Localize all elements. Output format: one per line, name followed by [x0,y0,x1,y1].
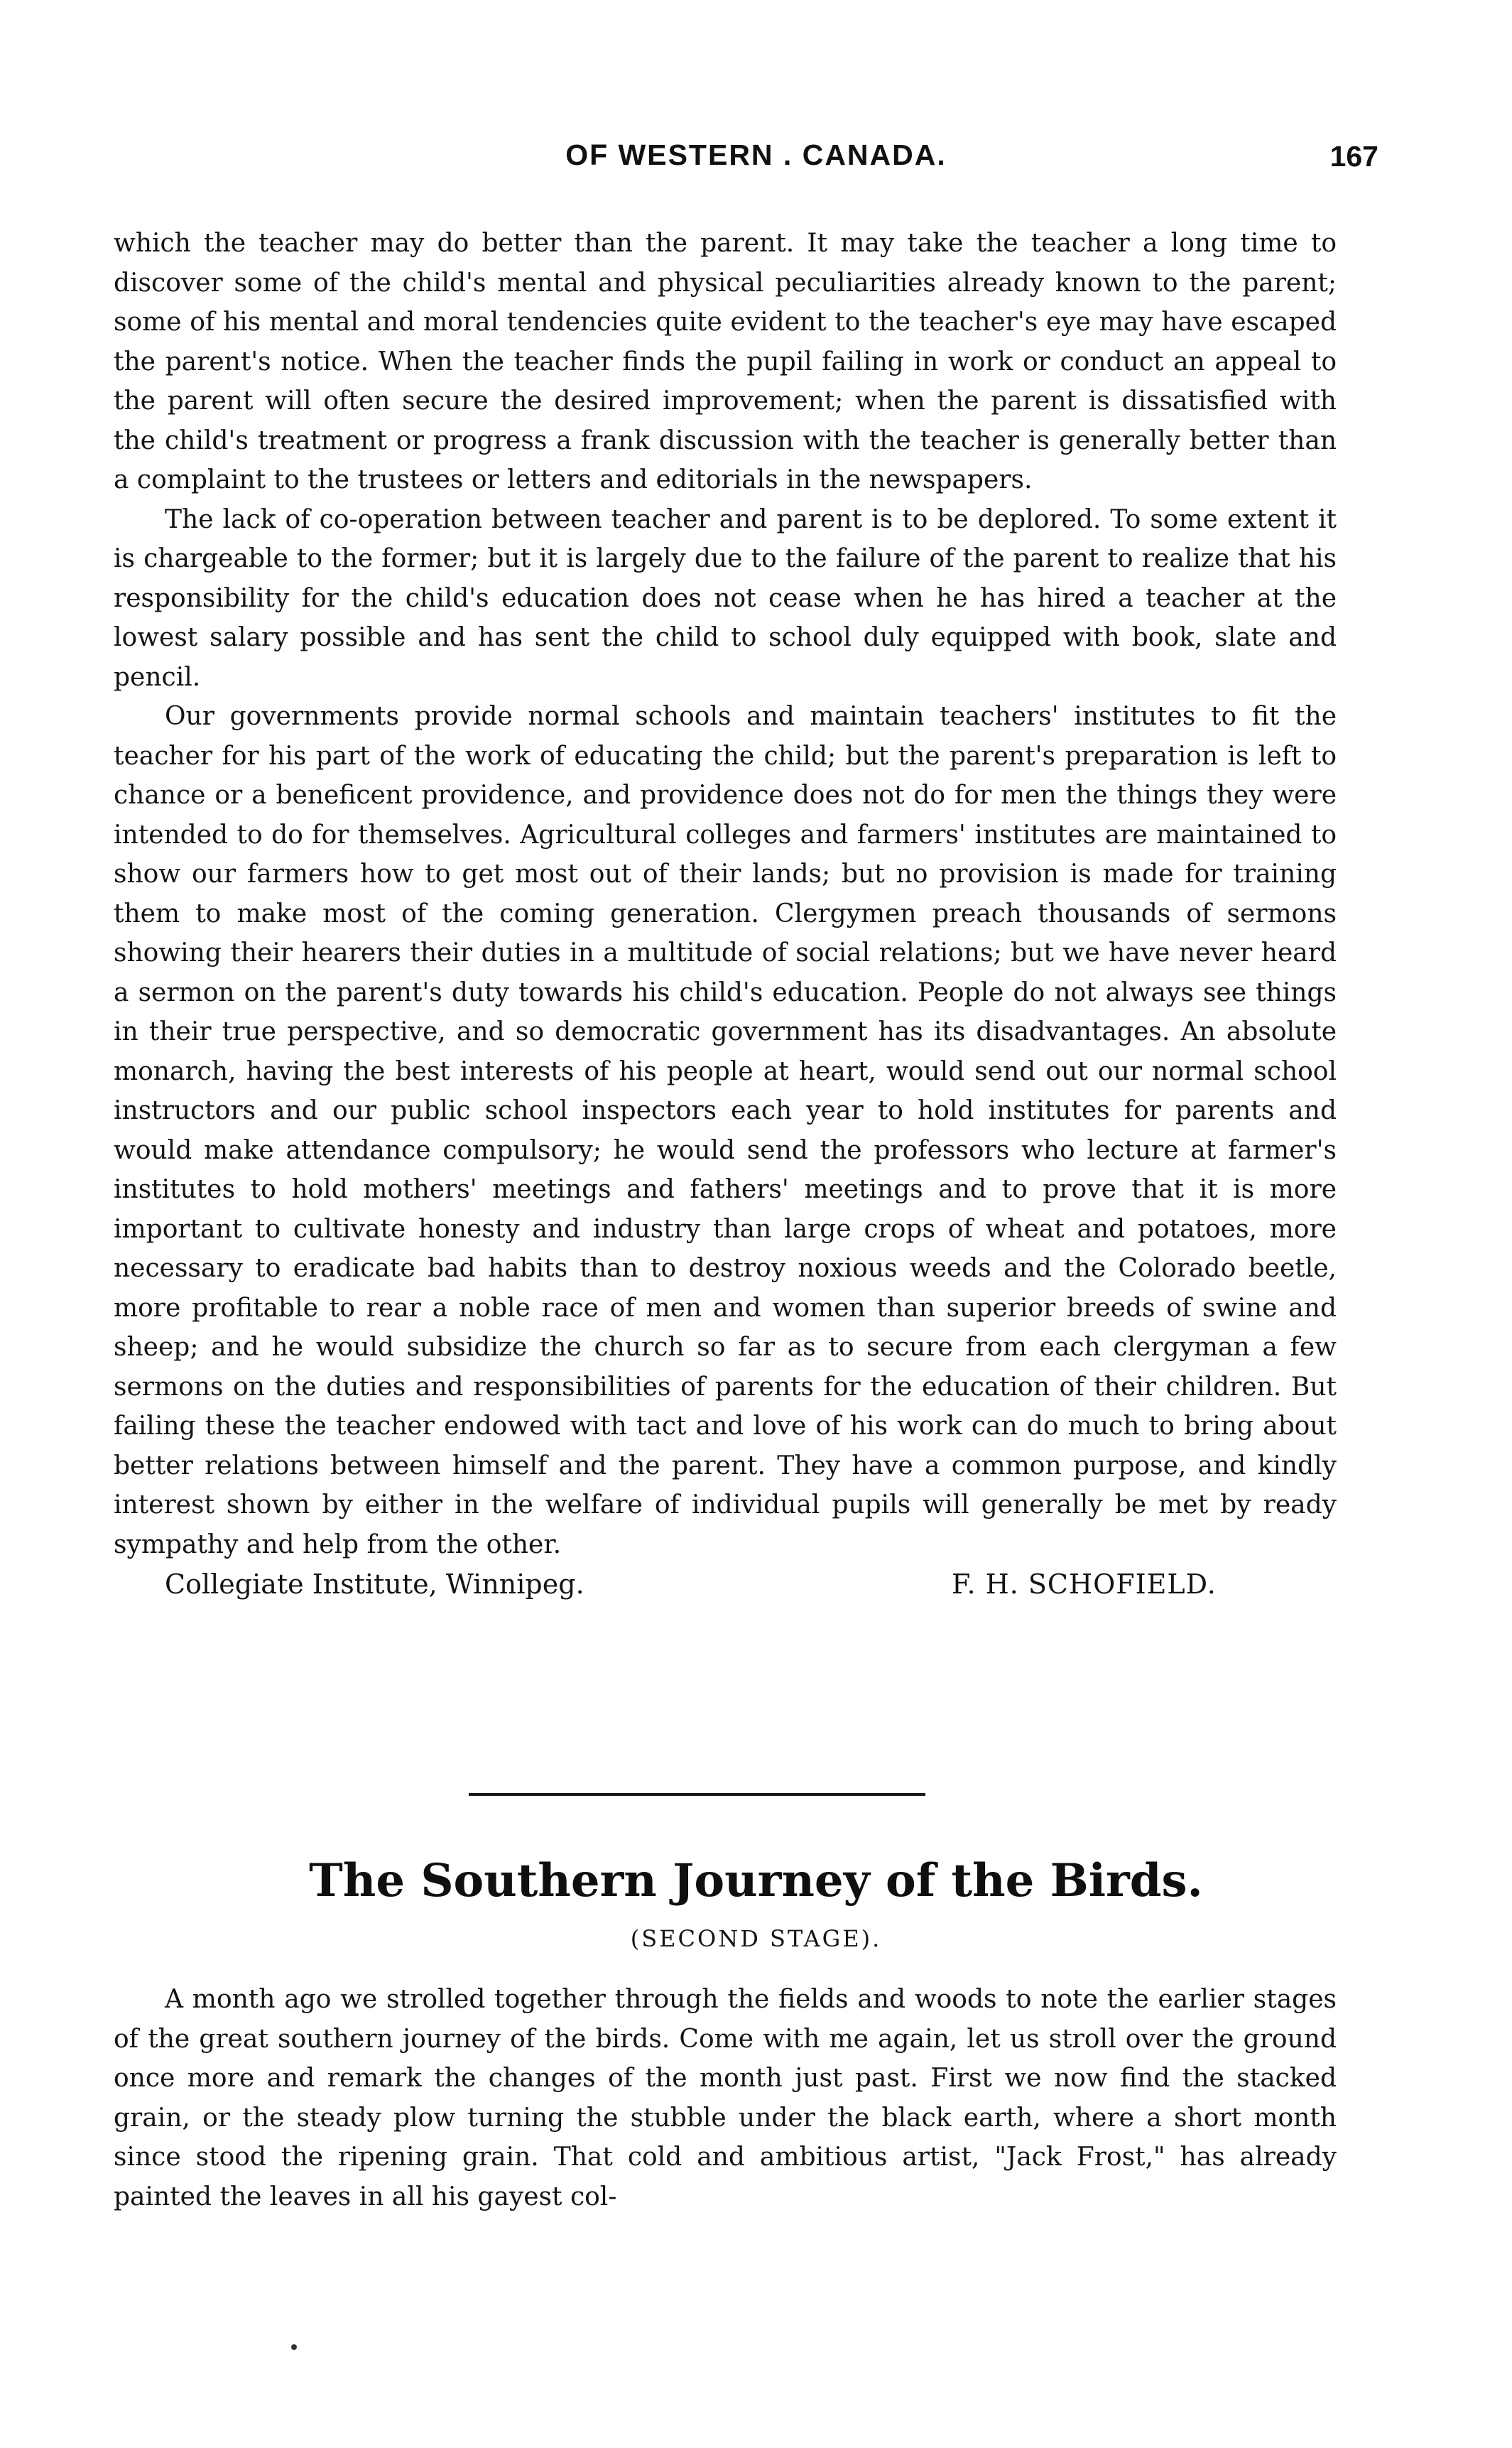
signature-author: F. H. SCHOFIELD. [952,1569,1217,1600]
paragraph: A month ago we strolled together through the fields and woods to note the earlier stages of the great southern journey of the birds. Come with me again, let us stroll over the ground once more and remark the changes of the month just past. First we now find the stacked grain, or the steady plow turning the stubble under the black earth, where a short month since stood the ripening grain. That cold and ambitious artist, "Jack Frost," has already painted the leaves in all his gayest col- [114,1985,1337,2211]
ink-speck [291,2344,297,2350]
paragraph: The lack of co-operation between teacher and parent is to be deplored. To some extent it is chargeable to the former; but it is largely due to the failure of the parent to realize that his responsibility for the child's education does not cease when he has hired a teacher at the lowest salary possible and has sent the child to school duly equipped with book, slate and pencil. [114,504,1337,692]
signature-place: Collegiate Institute, Winnipeg. [165,1569,584,1600]
article-title: The Southern Journey of the Birds. [309,1854,1203,1907]
running-title: OF WESTERN . CANADA. [565,139,947,171]
paragraph-continued: which the teacher may do better than the parent. It may take the teacher a long time to discover some of the child's mental and physical peculiarities already known to the parent; some of his mental and moral tendencies quite evident to the teacher's eye may have escaped the parent's notice. When the teacher finds the pupil failing in work or conduct an appeal to the parent will often secure the desired improvement; when the parent is dissatisfied with the child's treatment or progress a frank discussion with the teacher is generally better than a complaint to the trustees or letters and editorials in the newspapers. [114,229,1337,494]
article-body-parents-teachers [114,224,1337,1604]
article-subtitle: (SECOND STAGE). [630,1925,882,1952]
paragraph: Our governments provide normal schools and maintain teachers' institutes to fit the teacher for his part of the work of educating the child; but the parent's preparation is left to chance or a beneficent providence, and providence does not do for men the things they were intended to do for themselves. Agricultural colleges and farmers' institutes are maintained to show our farmers how to get most out of their lands; but no provision is made for training them to make most of the coming generation. Clergymen preach thousands of sermons showing their hearers their duties in a multitude of social relations; but we have never heard a sermon on the parent's duty towards his child's education. People do not always see things in their true perspective, and so democratic government has its disadvantages. An absolute monarch, having the best interests of his people at heart, would send out our normal school instructors and our public school inspectors each year to hold institutes for parents and would make attendance compulsory; he would send the professors who lecture at farmer's institutes to hold mothers' meetings and fathers' meetings and to prove that it is more important to cultivate honesty and industry than large crops of wheat and potatoes, more necessary to eradicate bad habits than to destroy noxious weeds and the Colorado beetle, more profitable to rear a noble race of men and women than superior breeds of swine and sheep; and he would subsidize the church so far as to secure from each clergyman a few sermons on the duties and responsibilities of parents for the education of their children. But failing these the teacher endowed with tact and love of his work can do much to bring about better relations between himself and the parent. They have a common purpose, and kindly interest shown by either in the welfare of individual pupils will generally be met by ready sympathy and help from the other. [114,702,1337,1559]
running-head [114,139,1398,181]
section-divider [469,1793,925,1796]
article-body-birds [114,1980,1337,2216]
signature-line [114,1564,1337,1604]
page-number: 167 [1329,140,1378,173]
